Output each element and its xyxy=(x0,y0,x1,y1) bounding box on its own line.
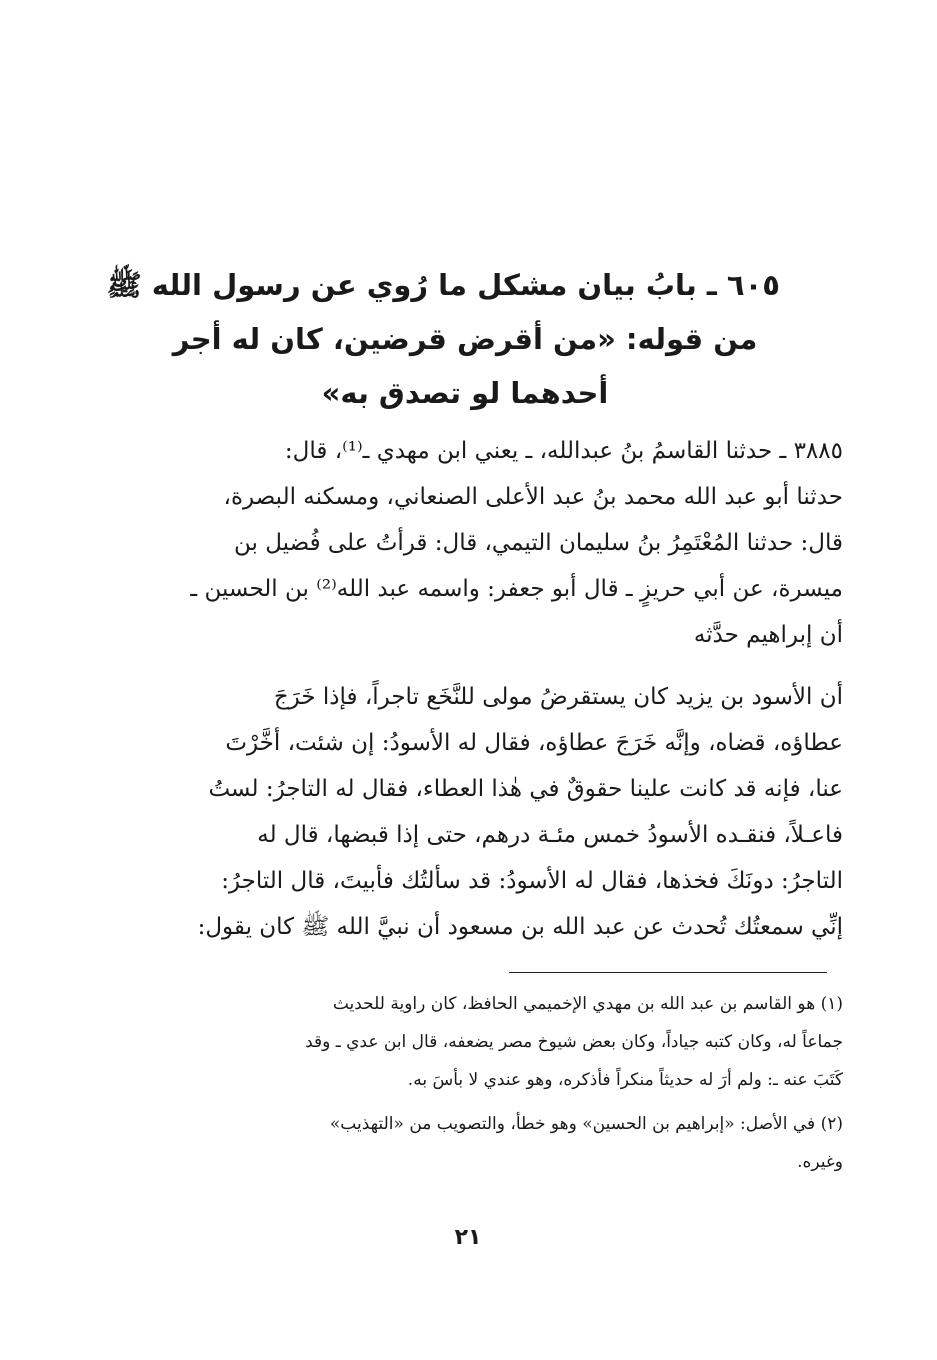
hadith-isnad-paragraph xyxy=(118,428,843,658)
text-line: عنا، فإنه قد كانت علينا حقوقٌ في هٰذا العطاء، فقال له التاجرُ: لستُ xyxy=(208,776,843,802)
text-line: أن الأسود بن يزيد كان يستقرضُ مولى للنَّخَع تاجراً، فإذا خَرَجَ xyxy=(273,684,843,710)
text-line: قال: حدثنا المُعْتَمِرُ بنُ سليمان التيمي، قال: قرأتُ على فُضيل بن xyxy=(234,530,843,556)
footnote-1-line: جماعاً له، وكان كتبه جياداً، وكان بعض شيوخ مصر يضعفه، قال ابن عدي ـ وقد xyxy=(305,1032,843,1052)
chapter-heading xyxy=(106,258,780,420)
page-number: ٢١ xyxy=(454,1225,482,1250)
footnotes xyxy=(118,985,843,1181)
chapter-heading-line-3: أحدهما لو تصدق به» xyxy=(321,376,609,410)
footnote-2-line: (٢) في الأصل: «إبراهيم بن الحسين» وهو خطأ، والتصويب من «التهذيب» xyxy=(329,1114,843,1134)
text-line: أن إبراهيم حدَّثه xyxy=(693,622,843,648)
chapter-heading-line-1: ٦٠٥ ـ بابُ بيان مشكل ما رُوي عن رسول الله ﷺ xyxy=(106,268,780,302)
text-line: حدثنا أبو عبد الله محمد بنُ عبد الأعلى الصنعاني، ومسكنه البصرة، xyxy=(223,484,843,510)
text-line: إنِّي سمعتُك تُحدث عن عبد الله بن مسعود أن نبيَّ الله ﷺ كان يقول: xyxy=(197,914,843,940)
text-line: فاعـلاً، فنقـده الأسودُ خمس مئـة درهم، حتى إذا قبضها، قال له xyxy=(257,822,843,848)
text-line: ٣٨٨٥ ـ حدثنا القاسمُ بنُ عبدالله، ـ يعني ابن مهدي ـ⁽¹⁾، قال: xyxy=(284,438,843,464)
footnote-1-line: (١) هو القاسم بن عبد الله بن مهدي الإخميمي الحافظ، كان راوية للحديث xyxy=(332,994,843,1014)
hadith-matn-paragraph xyxy=(118,674,843,950)
footnote-2-line: وغيره. xyxy=(797,1152,843,1172)
text-line: التاجرُ: دونَكَ فخذها، فقال له الأسودُ: قد سألتُك فأبيتَ، قال التاجرُ: xyxy=(221,868,843,894)
chapter-heading-line-2: من قوله: «من أقرض قرضين، كان له أجر xyxy=(172,322,758,356)
footnote-separator xyxy=(509,972,827,973)
text-line: عطاؤه، قضاه، وإنَّه خَرَجَ عطاؤه، فقال له الأسودُ: إن شئت، أخَّرْتَ xyxy=(225,730,843,756)
footnote-1-line: كَتَبَ عنه ـ: ولم أرَ له حديثاً منكراً فأذكره، وهو عندي لا بأسَ به. xyxy=(407,1070,843,1090)
text-line: ميسرة، عن أبي حريزٍ ـ قال أبو جعفر: واسمه عبد الله⁽²⁾ بن الحسين ـ xyxy=(190,576,843,602)
